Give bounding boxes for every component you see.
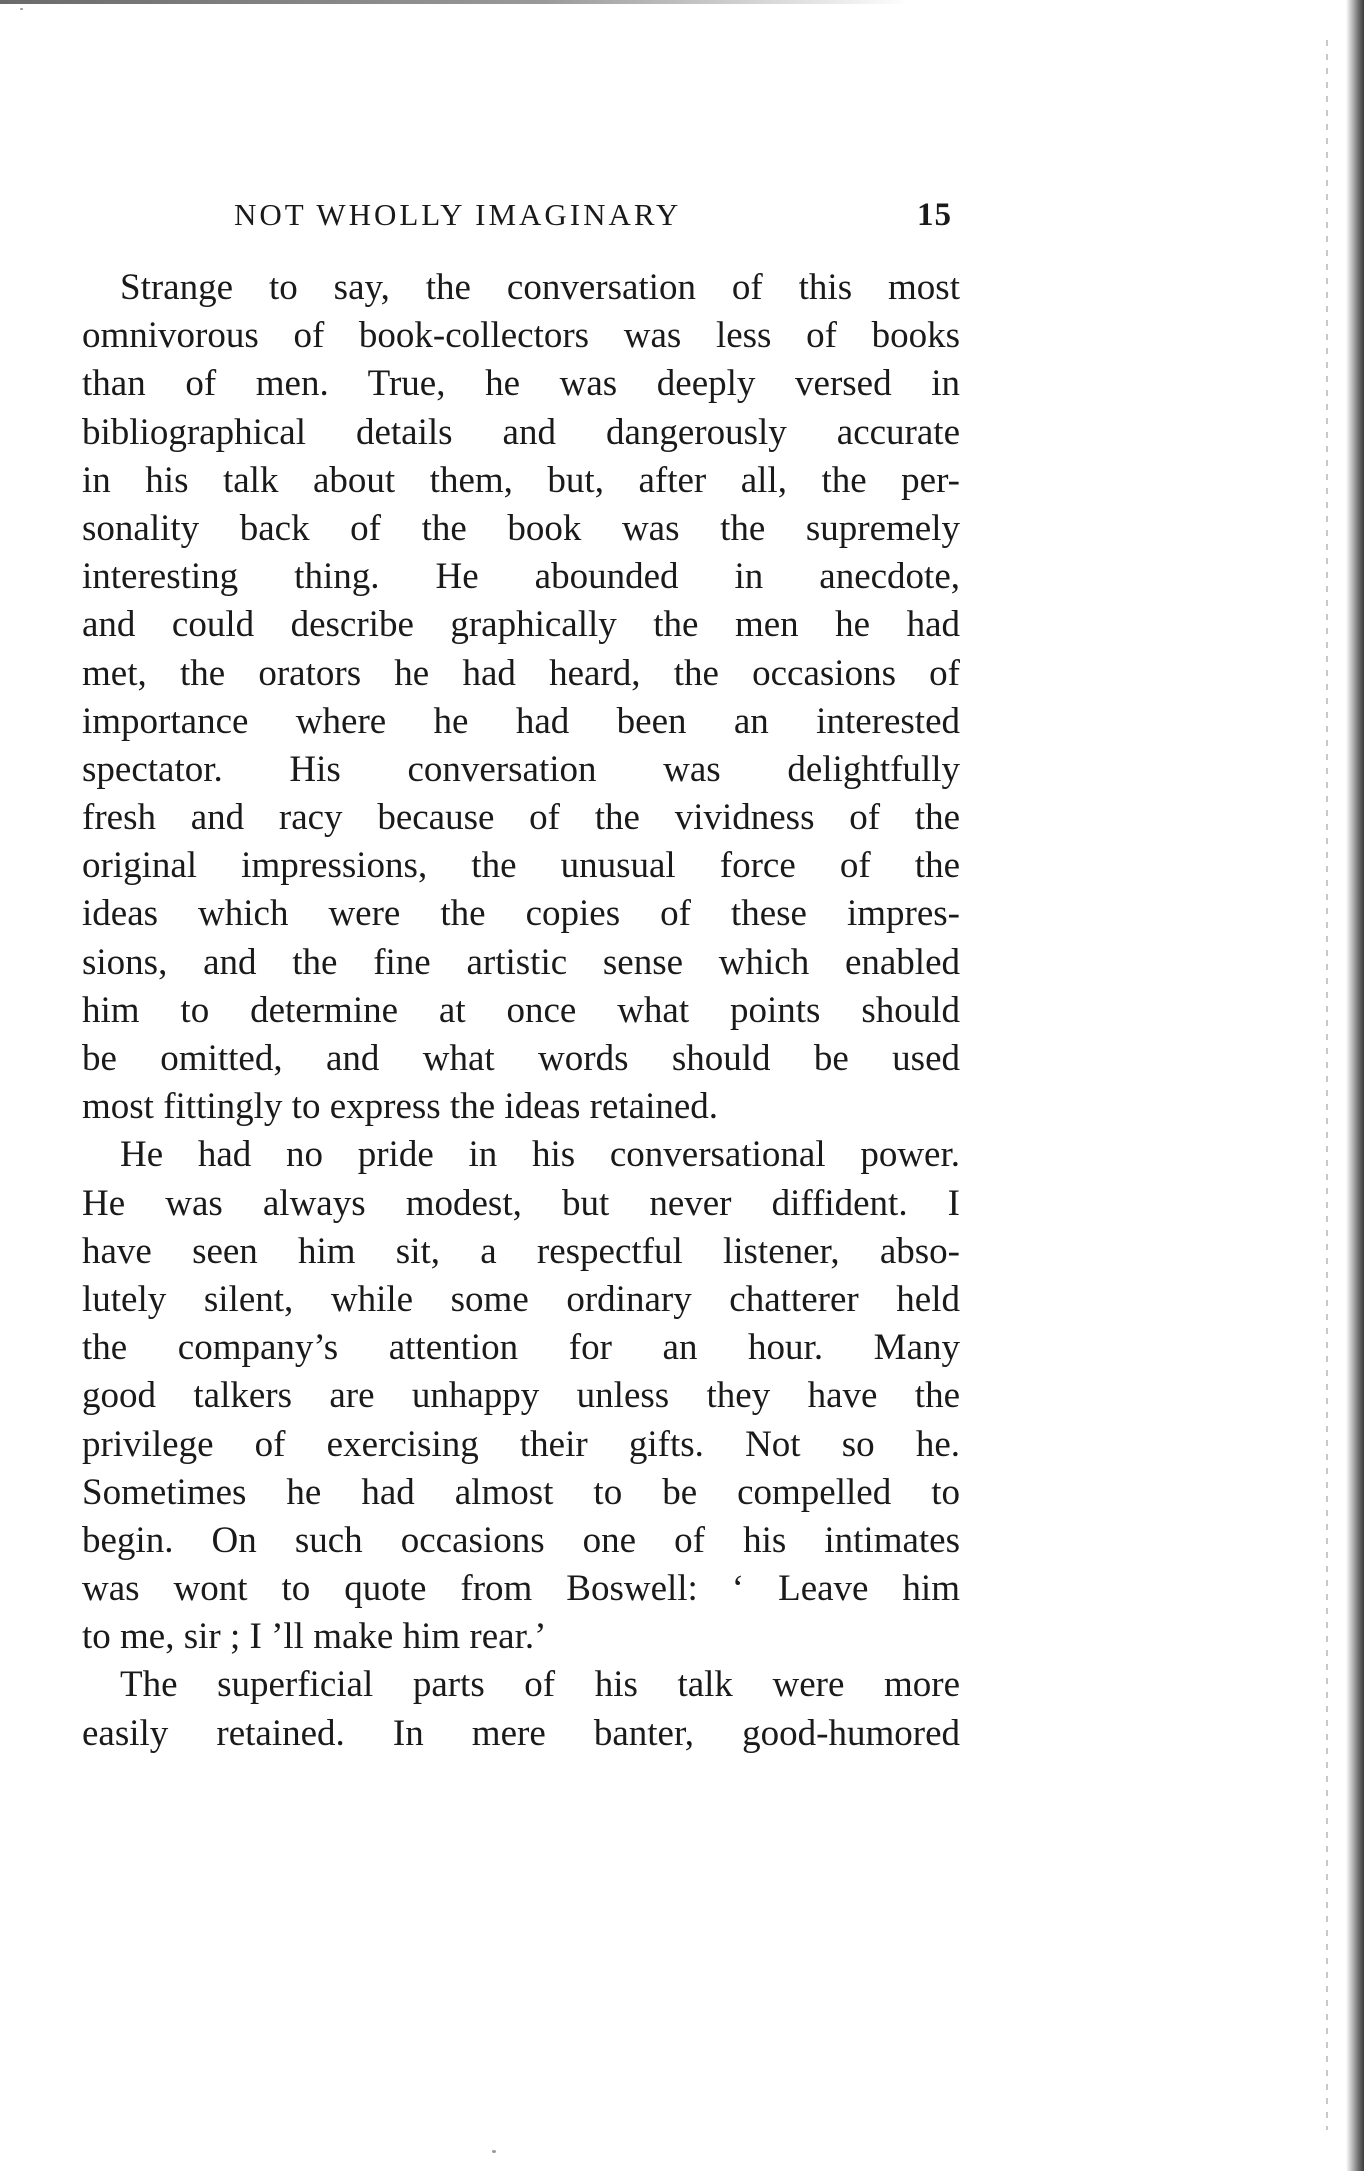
text-line: easily retained. In mere banter, good-humored — [82, 1712, 960, 1754]
page-gutter-line — [1326, 40, 1328, 2130]
running-title: NOT WHOLLY IMAGINARY — [234, 197, 682, 232]
text-line: spectator. His conversation was delightfully — [82, 748, 960, 790]
text-line: omnivorous of book-collectors was less of books — [82, 315, 960, 357]
page-top-edge-shadow — [0, 0, 910, 4]
body-text — [82, 264, 960, 1758]
text-line: most fittingly to express the ideas retained. — [82, 1086, 719, 1128]
text-line: Strange to say, the conversation of this most — [120, 267, 960, 308]
text-line: be omitted, and what words should be used — [82, 1038, 960, 1079]
text-line: He had no pride in his conversational power. — [120, 1134, 960, 1176]
text-line: begin. On such occasions one of his intimates — [82, 1519, 960, 1561]
text-line: good talkers are unhappy unless they have the — [82, 1375, 960, 1417]
page-number: 15 — [917, 197, 952, 233]
text-line: have seen him sit, a respectful listener, abso- — [82, 1230, 960, 1272]
text-line: fresh and racy because of the vividness of the — [82, 797, 960, 839]
text-line: He was always modest, but never diffident. I — [82, 1182, 960, 1224]
running-head — [82, 193, 952, 243]
text-line: and could describe graphically the men he had — [82, 604, 960, 646]
text-line: ideas which were the copies of these impres- — [82, 893, 960, 935]
text-line: was wont to quote from Boswell: ‘ Leave him — [82, 1568, 960, 1610]
text-line: privilege of exercising their gifts. Not so he. — [82, 1423, 960, 1465]
text-line: than of men. True, he was deeply versed in — [82, 363, 960, 405]
text-line: sonality back of the book was the supremely — [82, 507, 960, 549]
text-line: bibliographical details and dangerously accurate — [82, 411, 960, 453]
text-line: the company’s attention for an hour. Many — [82, 1327, 960, 1369]
text-line: Sometimes he had almost to be compelled to — [82, 1471, 960, 1513]
text-line: to me, sir ; I ’ll make him rear.’ — [82, 1616, 547, 1658]
text-line: lutely silent, while some ordinary chatterer held — [82, 1278, 960, 1320]
paragraph — [82, 1131, 960, 1661]
text-line: met, the orators he had heard, the occasions of — [82, 652, 960, 694]
text-line: him to determine at once what points should — [82, 989, 960, 1031]
text-line: importance where he had been an interested — [82, 700, 960, 742]
paper-speck — [20, 8, 23, 10]
page-right-edge-shadow — [1346, 0, 1364, 2171]
paragraph — [82, 1661, 960, 1757]
text-line: original impressions, the unusual force of the — [82, 845, 960, 887]
text-line: in his talk about them, but, after all, the per- — [82, 459, 960, 501]
text-line: sions, and the fine artistic sense which enabled — [82, 941, 960, 983]
paper-speck — [492, 2150, 496, 2153]
text-line: The superficial parts of his talk were more — [120, 1664, 960, 1706]
paragraph — [82, 264, 960, 1131]
text-line: interesting thing. He abounded in anecdote, — [82, 556, 960, 598]
